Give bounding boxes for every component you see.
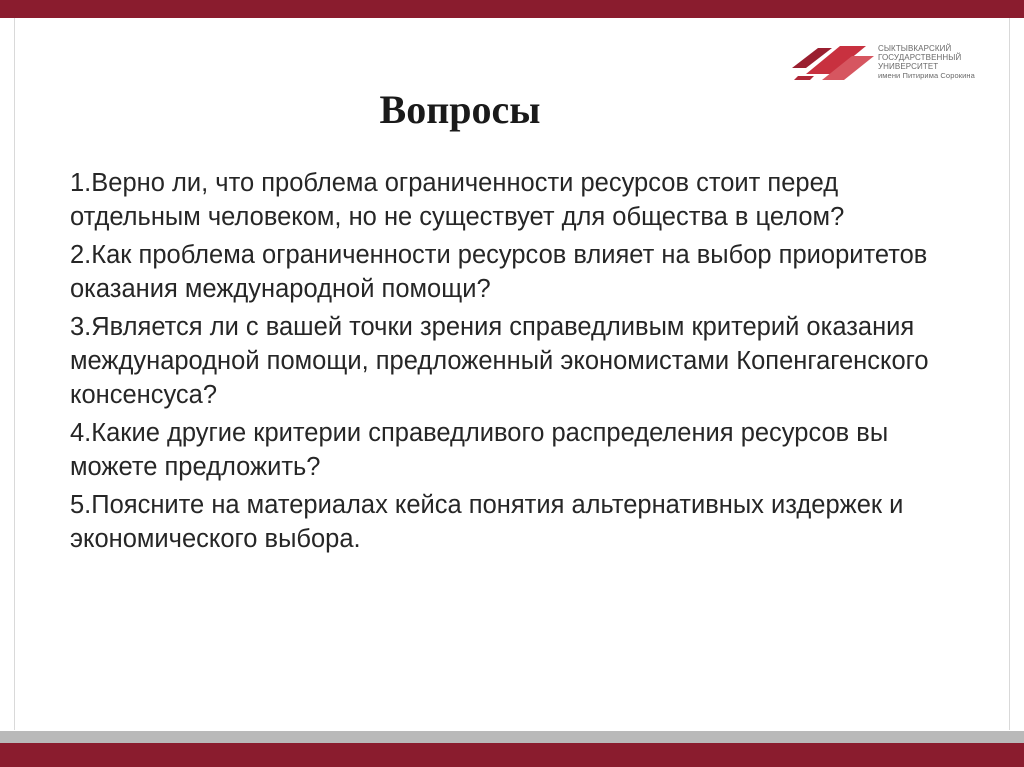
bottom-band: [0, 731, 1024, 767]
question-item: 1.Верно ли, что проблема ограниченности ресурсов стоит перед отдельным человеком, но не существует для общества в целом?: [70, 169, 845, 231]
university-logo: [792, 38, 1006, 90]
question-item: 2.Как проблема ограниченности ресурсов влияет на выбор приоритетов оказания международной помощи?: [70, 241, 928, 303]
question-item: 5.Поясните на материалах кейса понятия альтернативных издержек и экономического выбора.: [70, 491, 904, 553]
logo-line: УНИВЕРСИТЕТ: [878, 62, 939, 71]
question-item: 4.Какие другие критерии справедливого распределения ресурсов вы можете предложить?: [70, 419, 889, 481]
top-accent-bar: [0, 0, 1024, 18]
logo-line: имени Питирима Сорокина: [878, 71, 975, 80]
question-item: 3.Является ли с вашей точки зрения справедливым критерий оказания международной помощи, предложенный экономистами Копенгагенского консенсуса?: [70, 313, 929, 409]
university-logo-icon: [792, 40, 876, 86]
logo-line: ГОСУДАРСТВЕННЫЙ: [878, 53, 962, 62]
bottom-gray-stripe: [0, 731, 1024, 743]
slide-title: Вопросы: [379, 87, 541, 132]
bottom-red-stripe: [0, 743, 1024, 767]
logo-line: СЫКТЫВКАРСКИЙ: [878, 44, 952, 53]
question-list: [70, 166, 950, 560]
university-logo-text: [878, 44, 1006, 80]
